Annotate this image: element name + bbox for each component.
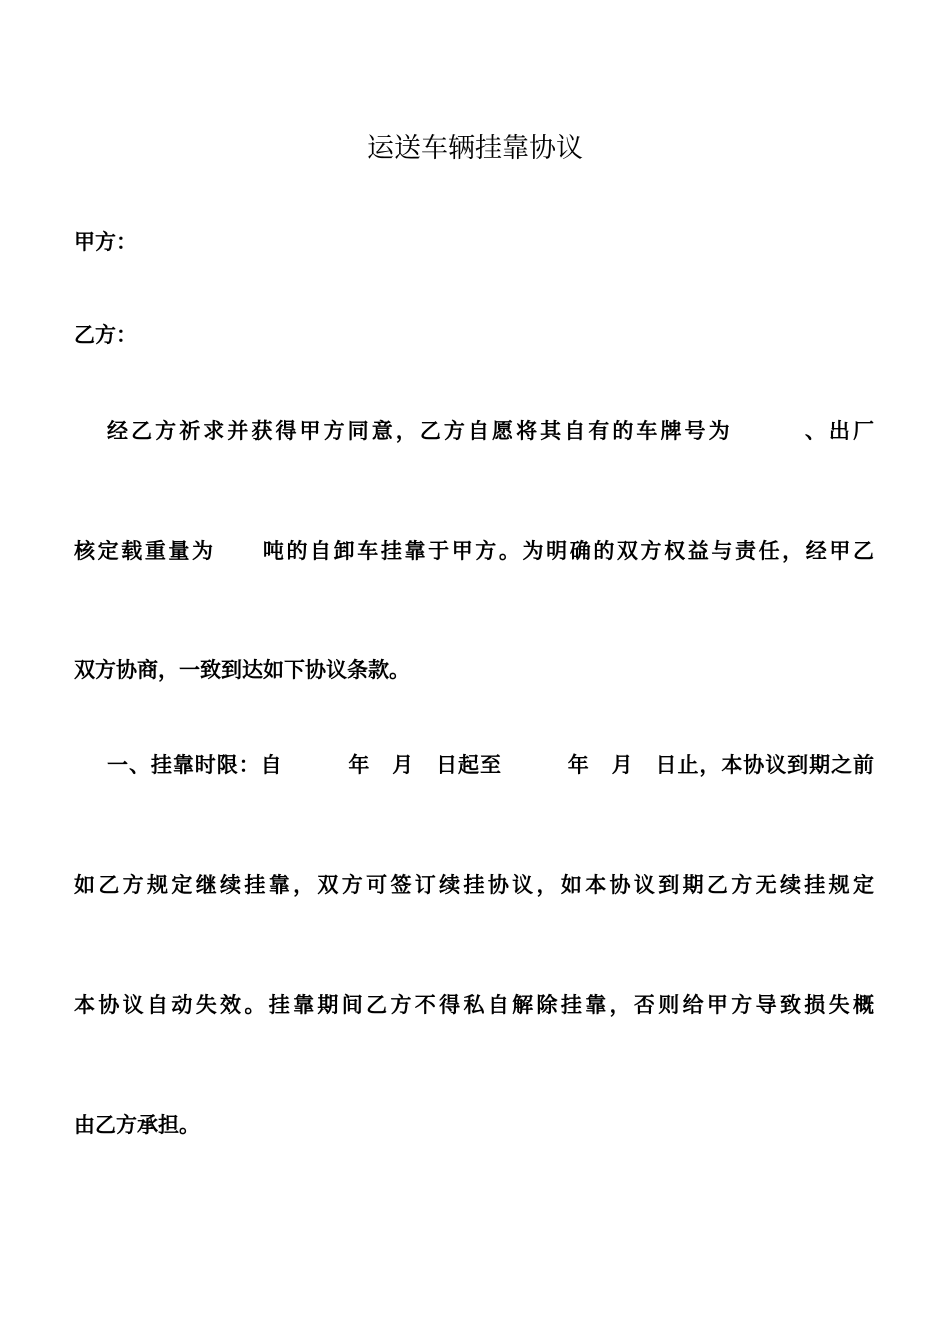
paragraph-line: 由乙方承担。 [74, 1112, 200, 1137]
paragraph-line: 本协议自动失效。挂靠期间乙方不得私自解除挂靠，否则给甲方导致损失概 [74, 992, 874, 1017]
party-b-label: 乙方： [74, 322, 137, 347]
paragraph-line: 如乙方规定继续挂靠，双方可签订续挂协议，如本协议到期乙方无续挂规定 [74, 872, 874, 897]
paragraph-line: 经乙方祈求并获得甲方同意，乙方自愿将其自有的车牌号为 、出厂 [107, 418, 874, 443]
paragraph-line: 双方协商，一致到达如下协议条款。 [74, 657, 410, 682]
document-title: 运送车辆挂靠协议 [367, 133, 583, 164]
paragraph-line: 一、挂靠时限：自 年 月 日起至 年 月 日止，本协议到期之前 [107, 752, 874, 777]
party-a-label: 甲方： [74, 229, 137, 254]
paragraph-line: 核定载重量为 吨的自卸车挂靠于甲方。为明确的双方权益与责任，经甲乙 [74, 538, 874, 563]
